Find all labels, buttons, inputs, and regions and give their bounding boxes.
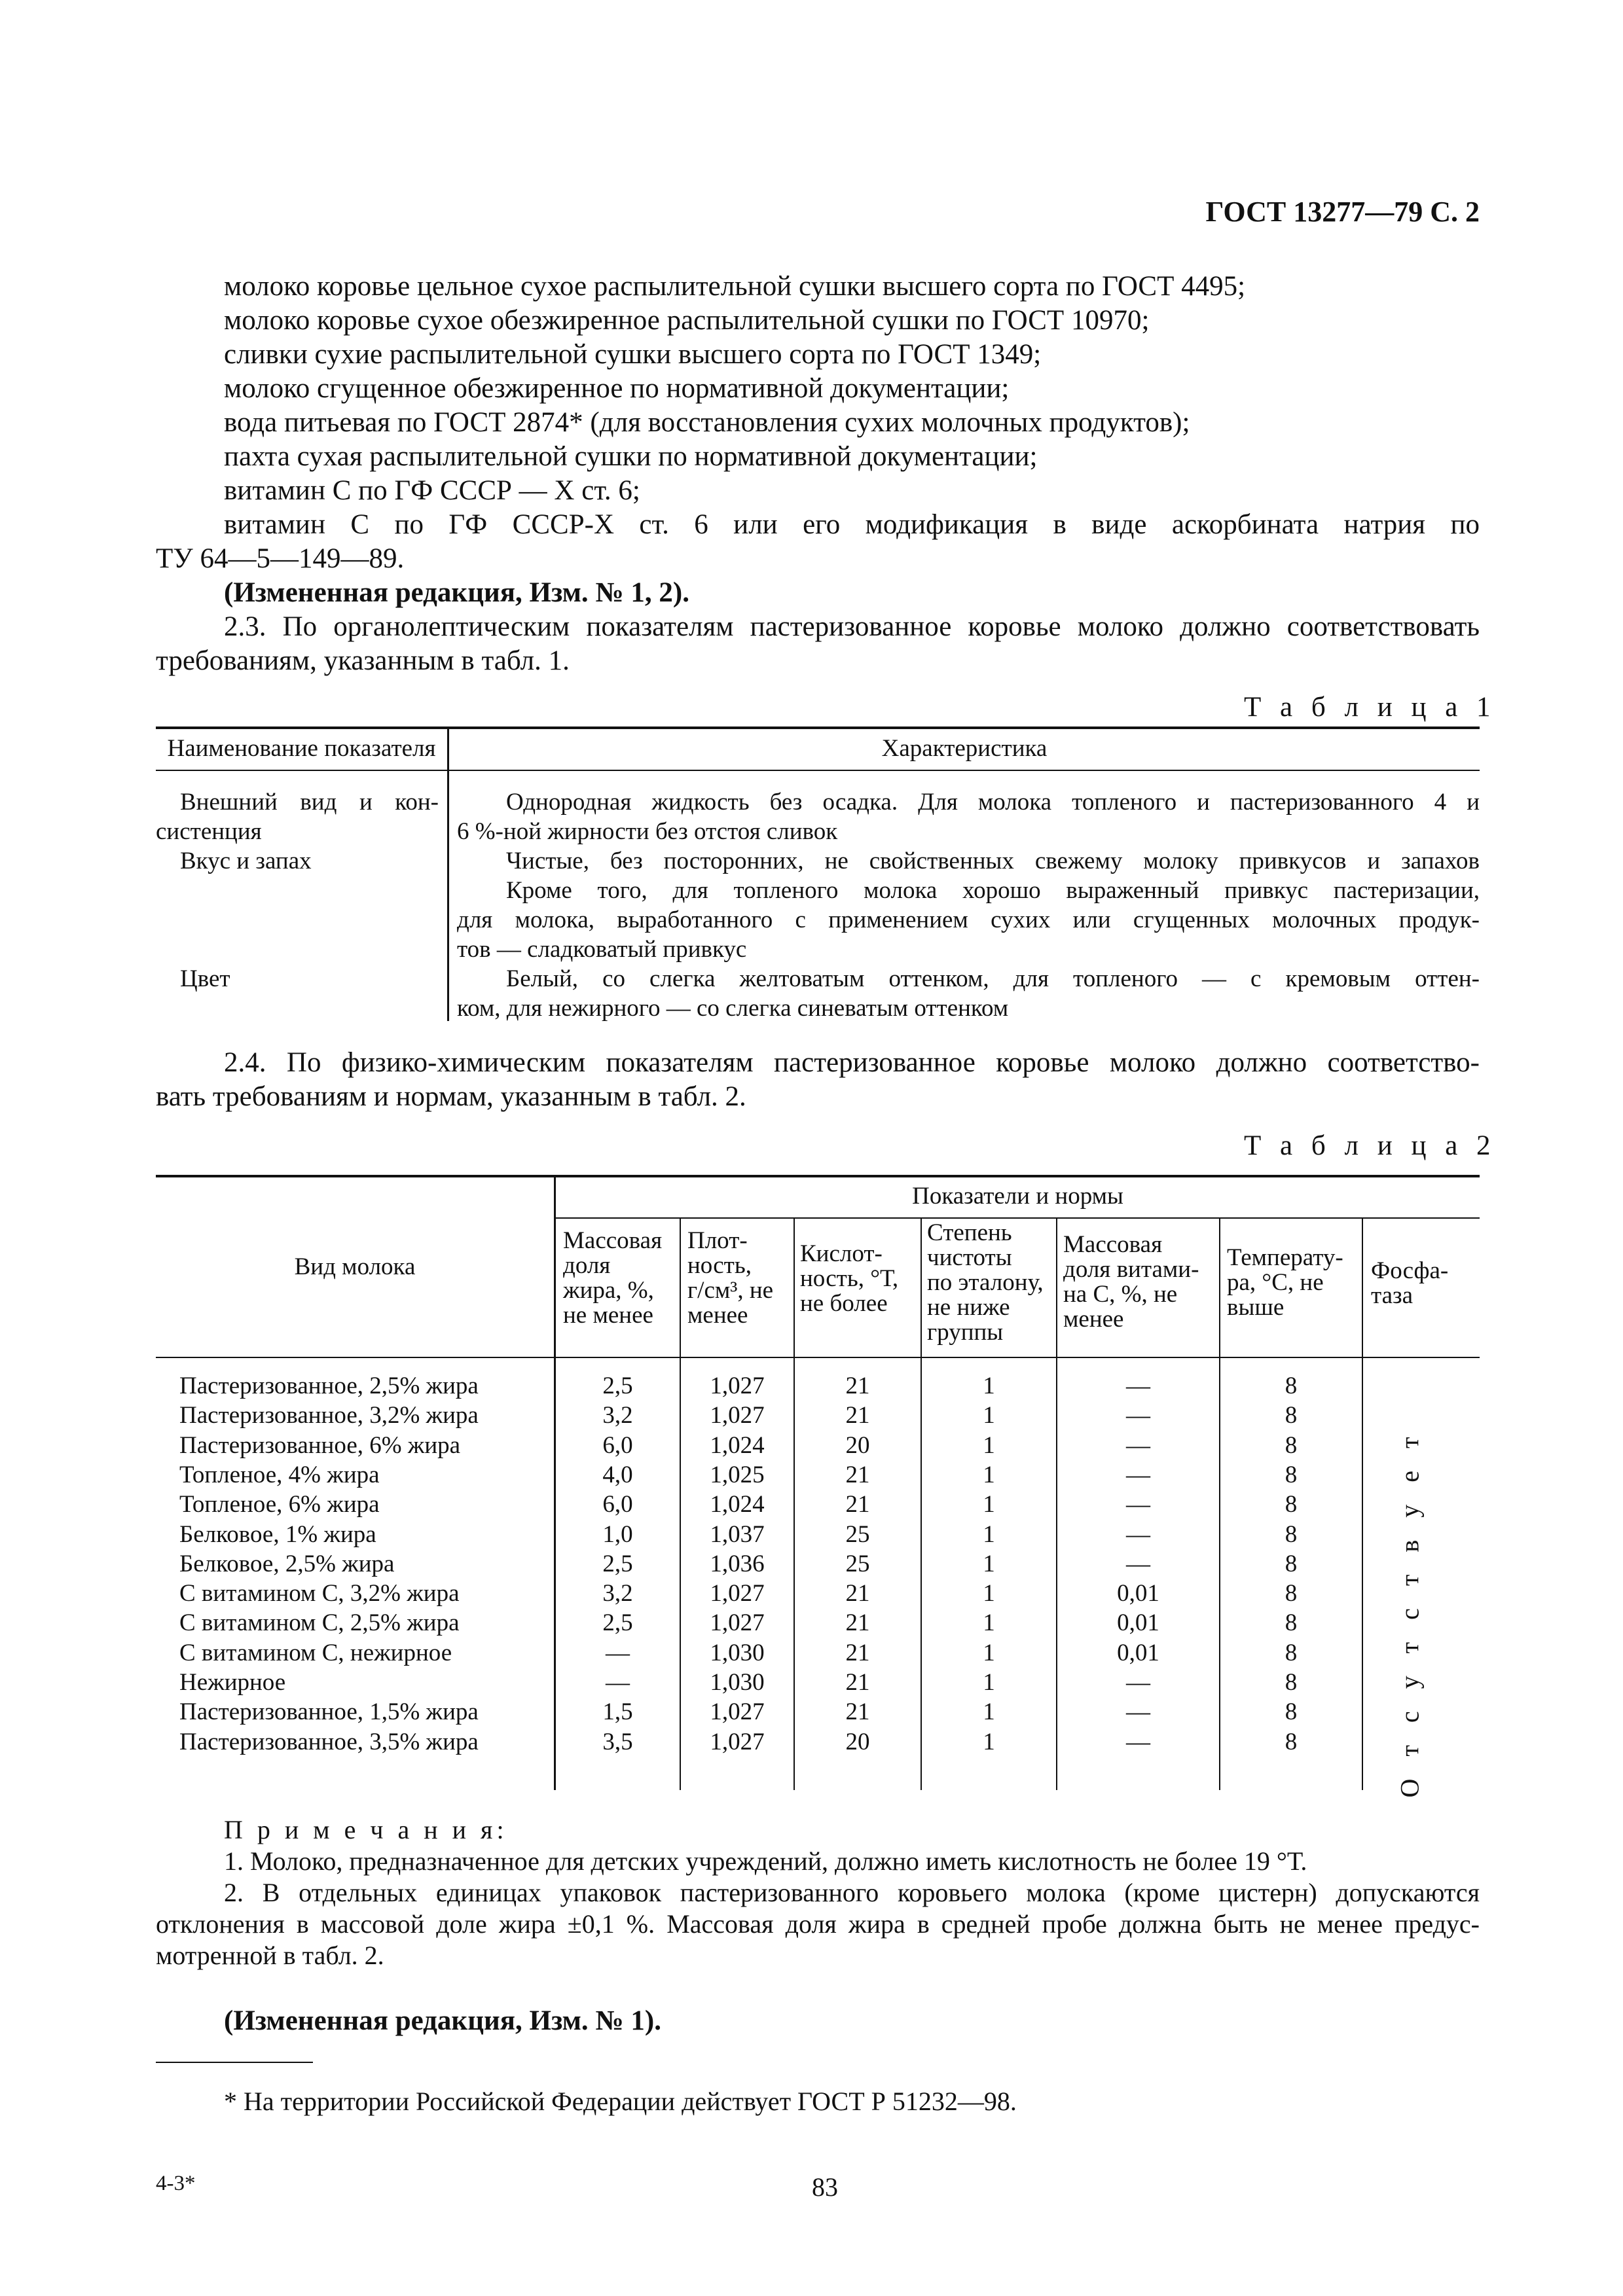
cell-name: С витамином С, 2,5% жира [179,1609,460,1637]
cell-acid: 21 [845,1491,870,1518]
cell-acid: 25 [845,1520,870,1548]
vitamin-line-2: ТУ 64—5—149—89. [156,543,405,574]
column-header-milk-type: Вид молока [294,1253,416,1280]
table-row [156,1668,1480,1697]
cell-acid: 21 [845,1461,870,1488]
cell-fat: 1,0 [602,1520,633,1548]
cell-vitc: — [1126,1728,1150,1755]
vitamin-line-1: витамин С по ГФ СССР-Х ст. 6 или его модификация в виде аскорбината натрия по [224,509,1480,540]
cell-temp: 8 [1285,1550,1298,1577]
table-row [156,1520,1480,1549]
cell-purity: 1 [983,1491,995,1518]
cell-fat: 3,2 [602,1580,633,1607]
cell-temp: 8 [1285,1728,1298,1755]
column-header-fat: Массовая доля жира, %, не менее [563,1227,663,1329]
indicator-name: Внешний вид и кон- [180,789,439,816]
note-2-line-3: мотренной в табл. 2. [156,1941,384,1970]
cell-name: Нежирное [179,1669,286,1696]
table-row [156,1727,1480,1757]
footnote-rule [156,2062,313,2063]
table-column-divider [447,726,449,1021]
edit-note-1: (Измененная редакция, Изм. № 1, 2). [224,577,689,608]
cell-density: 1,027 [710,1698,765,1726]
cell-purity: 1 [983,1550,995,1577]
cell-purity: 1 [983,1728,995,1755]
characteristic-text: Чистые, без посторонних, не свойственных свежему молоку привкусов и запахов [506,848,1480,874]
cell-purity: 1 [983,1431,995,1459]
cell-vitc: — [1126,1669,1150,1696]
cell-acid: 21 [845,1639,870,1666]
cell-density: 1,027 [710,1402,765,1429]
cell-fat: 6,0 [602,1431,633,1459]
cell-vitc: 0,01 [1117,1609,1159,1637]
footnote: * На территории Российской Федерации действует ГОСТ Р 51232—98. [224,2087,1017,2116]
material-line: вода питьевая по ГОСТ 2874* (для восстановления сухих молочных продуктов); [224,407,1190,438]
cell-density: 1,027 [710,1372,765,1399]
cell-purity: 1 [983,1372,995,1399]
footer-code: 4-3* [156,2172,196,2195]
page-number: 83 [812,2172,838,2202]
characteristic-text: Кроме того, для топленого молока хорошо выраженный привкус пастеризации, [506,877,1480,904]
cell-name: Топленое, 4% жира [179,1461,380,1488]
characteristic-text: 6 %-ной жирности без отстоя сливок [457,818,838,845]
characteristic-text: Однородная жидкость без осадка. Для молока топленого и пастеризованного 4 и [506,789,1480,816]
cell-purity: 1 [983,1698,995,1726]
cell-temp: 8 [1285,1609,1298,1637]
note-1: 1. Молоко, предназначенное для детских учреждений, должно иметь кислотность не более 19 °Т. [224,1846,1307,1876]
table-row [156,1638,1480,1668]
page-header: ГОСТ 13277—79 С. 2 [1205,196,1480,228]
cell-density: 1,024 [710,1491,765,1518]
group-header-indicators: Показатели и нормы [912,1183,1123,1210]
cell-temp: 8 [1285,1669,1298,1696]
cell-temp: 8 [1285,1698,1298,1726]
materials-list [224,270,1480,542]
cell-acid: 25 [845,1550,870,1577]
column-header-characteristic: Характеристика [881,735,1048,762]
cell-acid: 20 [845,1728,870,1755]
column-header-temperature: Температу- ра, °С, не выше [1227,1244,1343,1321]
note-2-line-1: 2. В отдельных единицах упаковок пастеризованного коровьего молока (кроме цистерн) допускаются [224,1878,1480,1907]
characteristic-text: для молока, выработанного с применением сухих или сгущенных молочных продук- [457,906,1480,933]
clause-2-3-line-1: 2.3. По органолептическим показателям пастеризованное коровье молоко должно соответствовать [224,611,1480,642]
phosphatase-value: О т с у т с т в у е т [1395,1429,1425,1798]
cell-name: Пастеризованное, 6% жира [179,1431,461,1459]
characteristic-text: ком, для нежирного — со слегка синеватым оттенком [457,995,1009,1022]
table-row [156,1460,1480,1490]
clause-2-4-line-1: 2.4. По физико-химическим показателям пастеризованное коровье молоко должно соответство- [224,1047,1480,1078]
cell-fat: 1,5 [602,1698,633,1726]
cell-vitc: — [1126,1402,1150,1429]
cell-fat: 2,5 [602,1550,633,1577]
table-2-caption: Т а б л и ц а 2 [1244,1130,1497,1161]
cell-temp: 8 [1285,1520,1298,1548]
cell-acid: 21 [845,1669,870,1696]
material-line: сливки сухие распылительной сушки высшего сорта по ГОСТ 1349; [224,339,1042,370]
cell-density: 1,027 [710,1609,765,1637]
cell-purity: 1 [983,1639,995,1666]
cell-purity: 1 [983,1461,995,1488]
material-line: пахта сухая распылительной сушки по нормативной документации; [224,441,1038,472]
cell-vitc: — [1126,1698,1150,1726]
indicator-name: систенция [156,818,262,845]
edit-note-2: (Измененная редакция, Изм. № 1). [224,2005,661,2036]
column-header-acidity: Кислот- ность, °Т, не более [800,1240,899,1317]
cell-name: Пастеризованное, 1,5% жира [179,1698,479,1726]
table-row [156,1401,1480,1430]
cell-density: 1,025 [710,1461,765,1488]
cell-temp: 8 [1285,1639,1298,1666]
cell-density: 1,030 [710,1669,765,1696]
table-row [156,1579,1480,1608]
cell-density: 1,024 [710,1431,765,1459]
cell-temp: 8 [1285,1580,1298,1607]
cell-vitc: — [1126,1372,1150,1399]
table-rule [156,770,1480,771]
cell-fat: — [606,1639,630,1666]
cell-purity: 1 [983,1520,995,1548]
cell-density: 1,036 [710,1550,765,1577]
material-line: витамин С по ГФ СССР — X ст. 6; [224,475,640,506]
cell-density: 1,037 [710,1520,765,1548]
cell-name: Белковое, 2,5% жира [179,1550,395,1577]
table-row [156,1608,1480,1638]
cell-purity: 1 [983,1609,995,1637]
material-line: молоко сгущенное обезжиренное по нормативной документации; [224,373,1010,404]
table-rule [156,1357,1480,1358]
characteristic-text: Белый, со слегка желтоватым оттенком, для топленого — с кремовым оттен- [506,965,1480,992]
cell-fat: 2,5 [602,1609,633,1637]
cell-temp: 8 [1285,1402,1298,1429]
cell-name: Пастеризованное, 3,5% жира [179,1728,479,1755]
table-row [156,1490,1480,1519]
cell-vitc: — [1126,1520,1150,1548]
cell-vitc: — [1126,1491,1150,1518]
cell-vitc: — [1126,1550,1150,1577]
column-header-density: Плот- ность, г/см³, не менее [687,1227,774,1329]
clause-2-3-line-2: требованиям, указанным в табл. 1. [156,645,570,676]
cell-purity: 1 [983,1402,995,1429]
cell-fat: — [606,1669,630,1696]
table-rule [156,726,1480,729]
column-header-phosphatase: Фосфа- таза [1371,1257,1449,1309]
cell-fat: 2,5 [602,1372,633,1399]
clause-2-4-line-2: вать требованиям и нормам, указанным в табл. 2. [156,1081,746,1112]
cell-vitc: 0,01 [1117,1580,1159,1607]
table-rule [554,1217,1480,1219]
table-row [156,1697,1480,1727]
column-header-purity: Степень чистоты по эталону, не ниже группы [927,1219,1044,1346]
table-row [156,1549,1480,1579]
note-2-line-2: отклонения в массовой доле жира ±0,1 %. Массовая доля жира в средней пробе должна быть не менее предус- [156,1909,1480,1939]
indicator-name: Вкус и запах [180,848,312,874]
cell-temp: 8 [1285,1431,1298,1459]
cell-name: С витамином С, нежирное [179,1639,452,1666]
cell-acid: 21 [845,1609,870,1637]
cell-acid: 20 [845,1431,870,1459]
cell-temp: 8 [1285,1461,1298,1488]
table-row [156,1431,1480,1460]
cell-temp: 8 [1285,1372,1298,1399]
cell-fat: 3,2 [602,1402,633,1429]
indicator-name: Цвет [180,965,230,992]
cell-density: 1,030 [710,1639,765,1666]
cell-acid: 21 [845,1372,870,1399]
characteristic-text: тов — сладковатый привкус [457,936,747,963]
cell-vitc: 0,01 [1117,1639,1159,1666]
cell-fat: 3,5 [602,1728,633,1755]
table-rule [156,1175,1480,1177]
cell-purity: 1 [983,1580,995,1607]
cell-purity: 1 [983,1669,995,1696]
cell-fat: 6,0 [602,1491,633,1518]
cell-name: Пастеризованное, 2,5% жира [179,1372,479,1399]
column-header-indicator: Наименование показателя [167,735,436,762]
cell-density: 1,027 [710,1728,765,1755]
cell-name: Топленое, 6% жира [179,1491,380,1518]
cell-vitc: — [1126,1431,1150,1459]
notes-heading: П р и м е ч а н и я: [224,1815,508,1844]
table-row [156,1371,1480,1401]
cell-acid: 21 [845,1698,870,1726]
cell-acid: 21 [845,1402,870,1429]
material-line: молоко коровье цельное сухое распылительной сушки высшего сорта по ГОСТ 4495; [224,271,1246,302]
cell-density: 1,027 [710,1580,765,1607]
cell-name: Пастеризованное, 3,2% жира [179,1402,479,1429]
cell-fat: 4,0 [602,1461,633,1488]
material-line: молоко коровье сухое обезжиренное распылительной сушки по ГОСТ 10970; [224,305,1150,336]
table-1-caption: Т а б л и ц а 1 [1244,692,1497,723]
cell-acid: 21 [845,1580,870,1607]
cell-temp: 8 [1285,1491,1298,1518]
cell-vitc: — [1126,1461,1150,1488]
cell-name: С витамином С, 3,2% жира [179,1580,460,1607]
column-header-vitamin-c: Массовая доля витами- на С, %, не менее [1063,1231,1199,1333]
cell-name: Белковое, 1% жира [179,1520,376,1548]
